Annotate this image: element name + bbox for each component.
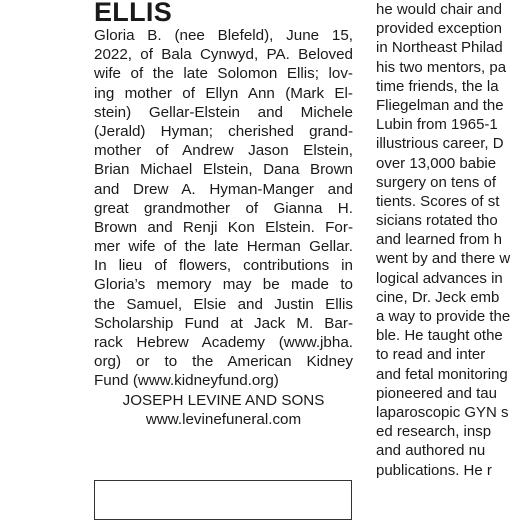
obituary-line: the Samuel, Elsie and Justin Ellis bbox=[94, 295, 353, 313]
article-line: in Northeast Philad bbox=[376, 39, 503, 57]
article-line: and learned from h bbox=[376, 231, 502, 249]
article-line: Lubin from 1965-1 bbox=[376, 116, 498, 134]
obituary-line: Gloria’s memory may be made to bbox=[94, 276, 353, 294]
obituary-line: mother of Andrew Jason Elstein, bbox=[94, 142, 353, 160]
obituary-column bbox=[94, 0, 353, 429]
obituary-line: Gloria B. (nee Blefeld), June 15, bbox=[94, 27, 353, 44]
article-line: logical advances in bbox=[376, 269, 503, 287]
obituary-body bbox=[94, 26, 353, 391]
obituary-line: wife of the late Solomon Ellis; lov- bbox=[94, 65, 353, 83]
funeral-home-name: JOSEPH LEVINE AND SONS bbox=[122, 391, 325, 409]
article-line: he would chair and bbox=[376, 1, 502, 18]
obituary-line: Scholarship Fund at Jack M. Bar- bbox=[94, 314, 353, 332]
obituary-line: Brown and Renji Kon Elstein. For- bbox=[94, 218, 353, 236]
article-line: ed research, insp bbox=[376, 423, 492, 441]
obituary-line: rack Hebrew Academy (www.jbha. bbox=[94, 334, 353, 351]
article-line: tients. Scores of st bbox=[376, 192, 500, 210]
article-line: a way to provide the bbox=[376, 308, 511, 325]
obituary-line: stein) Gellar-Elstein and Michele bbox=[94, 103, 353, 121]
article-line: publications. He r bbox=[376, 461, 492, 479]
article-line: surgery on tens of bbox=[376, 173, 497, 191]
obituary-line: Brian Michael Elstein, Dana Brown bbox=[94, 161, 353, 179]
obituary-line: (Jerald) Hyman; cherished grand- bbox=[94, 122, 353, 140]
article-line: to read and inter bbox=[376, 346, 486, 364]
article-line: and fetal monitoring bbox=[376, 365, 508, 383]
funeral-home-website: www.levinefuneral.com bbox=[145, 410, 302, 428]
obituary-line: org) or to the American Kidney bbox=[94, 353, 353, 371]
article-line: provided exception bbox=[376, 20, 502, 38]
advertisement-box bbox=[94, 480, 352, 520]
obituary-line: ing mother of Ellyn Ann (Mark El- bbox=[94, 84, 353, 102]
obituary-surname: ELLIS bbox=[94, 0, 173, 27]
article-line: pioneered and tau bbox=[376, 384, 497, 402]
article-line: time friends, the la bbox=[376, 77, 499, 95]
article-line: his two mentors, pa bbox=[376, 58, 507, 76]
article-line: illustrious career, D bbox=[376, 135, 504, 153]
obituary-line: 2022, of Bala Cynwyd, PA. Beloved bbox=[94, 46, 353, 64]
article-line: over 13,000 babie bbox=[376, 154, 497, 172]
obituary-line: and Drew A. Hyman-Manger and bbox=[94, 180, 353, 198]
article-line: ble. He taught othe bbox=[376, 327, 503, 345]
obituary-line: mer wife of the late Herman Gellar. bbox=[94, 238, 353, 256]
article-line: and authored nu bbox=[376, 442, 486, 460]
adjacent-article-column bbox=[376, 0, 512, 480]
article-line: went by and there w bbox=[376, 250, 511, 268]
obituary-line: great grandmother of Gianna H. bbox=[94, 199, 353, 217]
article-line: cine, Dr. Jeck emb bbox=[376, 288, 500, 306]
obituary-line: Fund (www.kidneyfund.org) bbox=[94, 372, 279, 390]
article-line: Fliegelman and the bbox=[376, 96, 504, 114]
article-line: laparoscopic GYN s bbox=[376, 403, 509, 421]
article-line: sicians rotated tho bbox=[376, 212, 498, 230]
obituary-line: In lieu of flowers, contributions in bbox=[94, 257, 353, 275]
